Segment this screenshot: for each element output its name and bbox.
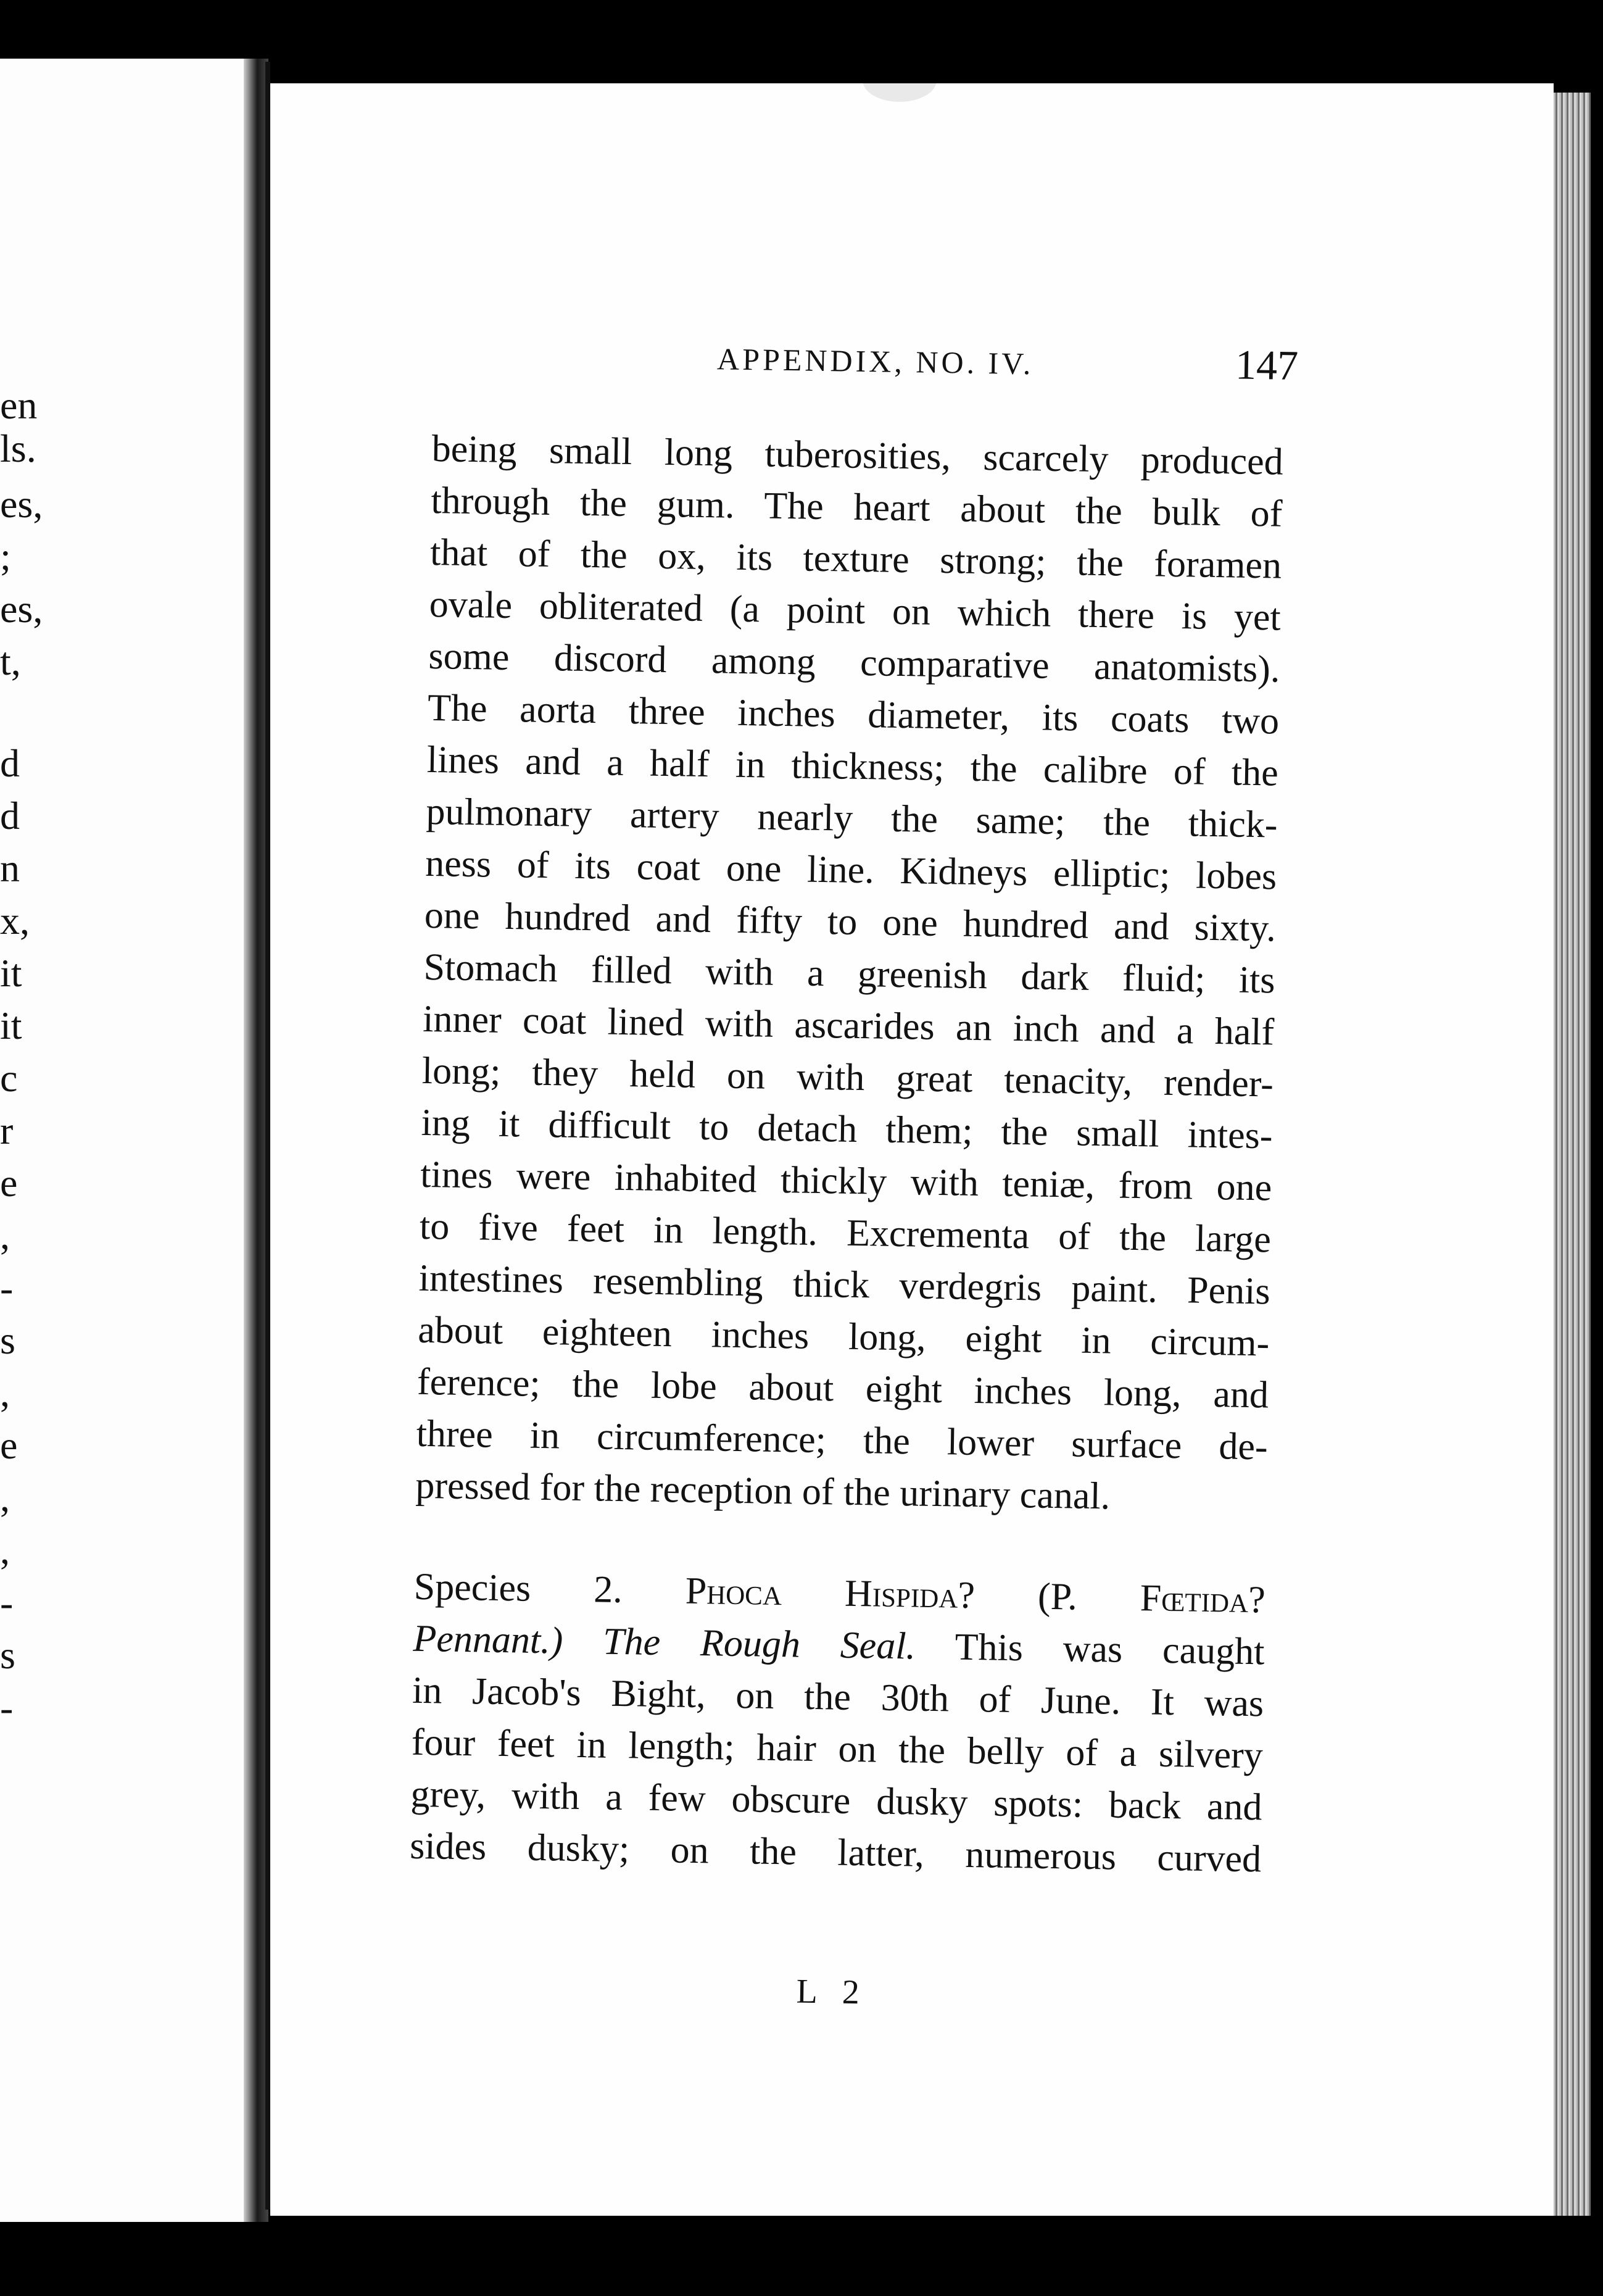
left-fragment: x, bbox=[0, 899, 30, 942]
left-fragment: r bbox=[0, 1108, 14, 1152]
text-line: sides dusky; on the latter, numerous curved bbox=[409, 1824, 1262, 1881]
text-line: tines were inhabited thickly with teniæ, from one bbox=[420, 1153, 1272, 1209]
left-fragment: e bbox=[0, 1161, 18, 1205]
text-line: one hundred and fifty to one hundred and sixty. bbox=[424, 894, 1277, 950]
text-line: three in circumference; the lower surface de- bbox=[416, 1412, 1269, 1468]
left-fragment: , bbox=[0, 1528, 10, 1572]
text-line: intestines resembling thick verdegris paint. Penis bbox=[418, 1257, 1271, 1313]
paragraph-rough-seal bbox=[410, 1561, 1547, 1890]
signature-mark: L 2 bbox=[796, 1972, 869, 2012]
page-edges bbox=[1554, 93, 1591, 2216]
page-text-block bbox=[409, 324, 1554, 2012]
left-fragment: it bbox=[0, 951, 22, 995]
running-head bbox=[432, 324, 1554, 441]
text-line: that of the ox, its texture strong; the foramen bbox=[429, 531, 1282, 587]
text-line: ference; the lobe about eight inches long, and bbox=[416, 1360, 1269, 1416]
left-fragment: , bbox=[0, 1371, 10, 1415]
left-fragment: d bbox=[0, 794, 20, 838]
right-page bbox=[270, 83, 1554, 2216]
text-line: The aorta three inches diameter, its coats two bbox=[427, 686, 1280, 742]
left-fragment: ; bbox=[0, 534, 11, 578]
left-page-text-fragments bbox=[0, 59, 244, 2222]
running-head-title: APPENDIX, NO. IV. bbox=[716, 341, 1034, 381]
left-fragment: , bbox=[0, 1476, 10, 1520]
left-fragment: ls. bbox=[0, 426, 36, 470]
text-line: ness of its coat one line. Kidneys elliptic; lobes bbox=[425, 842, 1277, 898]
left-fragment: en bbox=[0, 383, 38, 427]
left-fragment: es, bbox=[0, 482, 43, 526]
left-fragment: - bbox=[0, 1581, 14, 1624]
species-number: Species 2. bbox=[413, 1565, 623, 1612]
text-line: Stomach filled with a greenish dark fluid; its bbox=[423, 946, 1275, 1002]
text-line: inner coat lined with ascarides an inch and a half bbox=[422, 997, 1275, 1054]
left-fragment: - bbox=[0, 1266, 14, 1310]
left-fragment: d bbox=[0, 741, 20, 785]
left-fragment: , bbox=[0, 1213, 10, 1257]
species-latin-name: Phoca Hispida? bbox=[685, 1570, 975, 1617]
text-line: in Jacob's Bight, on the 30th of June. It was bbox=[412, 1669, 1264, 1725]
text-line: long; they held on with great tenacity, render- bbox=[421, 1049, 1274, 1105]
text-line: to five feet in length. Excrementa of the large bbox=[419, 1205, 1272, 1261]
text-line: being small long tuberosities, scarcely produced bbox=[431, 427, 1284, 483]
left-fragment: e bbox=[0, 1423, 18, 1467]
species-authority: Pennant.) bbox=[413, 1617, 563, 1662]
text-line: some discord among comparative anatomists). bbox=[428, 634, 1280, 691]
left-fragment: t, bbox=[0, 639, 21, 683]
left-fragment: s bbox=[0, 1633, 15, 1677]
left-fragment: s bbox=[0, 1318, 15, 1362]
left-fragment: n bbox=[0, 846, 20, 890]
text-fragment: This was caught bbox=[955, 1626, 1265, 1673]
left-fragment: it bbox=[0, 1004, 22, 1047]
species-alt-name: (P. Fœtida? bbox=[1037, 1575, 1266, 1621]
left-fragment: es, bbox=[0, 587, 43, 631]
text-line: ovale obliterated (a point on which there is yet bbox=[429, 583, 1282, 639]
species-common-name: The Rough Seal. bbox=[602, 1620, 916, 1668]
left-page-fragment bbox=[0, 59, 244, 2222]
text-line: ing it difficult to detach them; the small intes- bbox=[421, 1101, 1274, 1157]
text-line: through the gum. The heart about the bulk of bbox=[430, 479, 1283, 535]
text-line: pulmonary artery nearly the same; the thick- bbox=[426, 790, 1278, 846]
left-fragment: - bbox=[0, 1686, 14, 1729]
left-fragment: c bbox=[0, 1056, 18, 1100]
page-number: 147 bbox=[1235, 341, 1299, 389]
text-line: four feet in length; hair on the belly of a silvery bbox=[411, 1721, 1264, 1777]
book-spine-shadow bbox=[244, 59, 268, 2222]
gutter-line bbox=[265, 62, 270, 2210]
paragraph-anatomy bbox=[415, 423, 1554, 1529]
scan-speckle bbox=[863, 83, 937, 102]
text-line: lines and a half in thickness; the calibre of the bbox=[426, 738, 1279, 794]
text-line: grey, with a few obscure dusky spots: back and bbox=[410, 1773, 1262, 1829]
text-line: pressed for the reception of the urinary canal. bbox=[415, 1464, 1111, 1518]
text-line: about eighteen inches long, eight in circum- bbox=[417, 1308, 1270, 1365]
